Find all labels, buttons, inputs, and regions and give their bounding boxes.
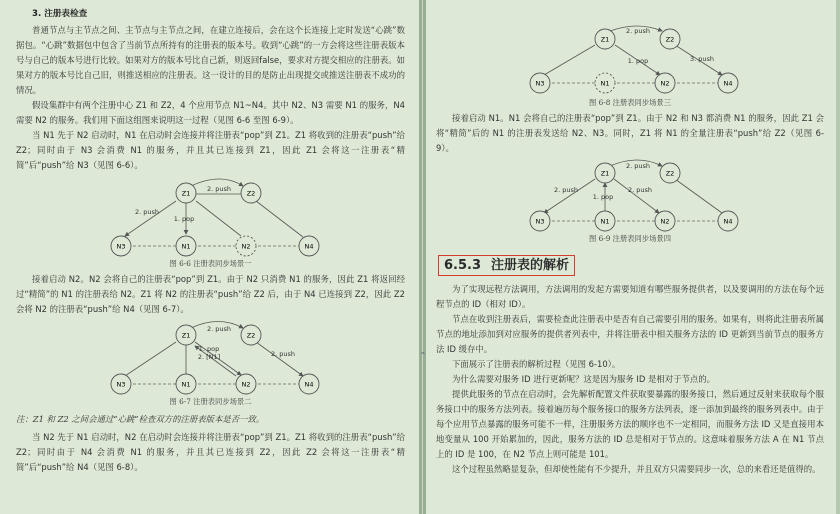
figure-caption: 图 6-9 注册表同步场景四 [588, 234, 672, 243]
edge-line [196, 201, 241, 236]
edge-arrow [544, 179, 595, 213]
push-label: 2. push [206, 185, 231, 193]
figure-6-9 [436, 157, 824, 244]
paragraph: 当 N1 先于 N2 启动时，N1 在启动时会连接并将注册表“pop”到 Z1。Z1 将收到的注册表“push”给 Z2；同时由于 N3 会消费 N1 的服务，并且其已连接到 Z1，因此 Z1 会将这一注册表“精简”后“push”给 N3（见图 6-6）。 [16, 130, 405, 170]
figure-6-8 [436, 1, 824, 108]
node-label: N4 [304, 242, 313, 251]
note: 注：Z1 和 Z2 之间会通过“心跳”检查双方的注册表版本是否一致。 [16, 414, 265, 424]
paragraph: 下面展示了注册表的解析过程（见图 6-10）。 [452, 359, 621, 369]
figure-6-7 [16, 318, 405, 407]
node-label: N1 [600, 217, 610, 226]
paragraph: 节点在收到注册表后，需要检查此注册表中是否有自己需要引用的服务。如果有，则将此注册表所属节点的地址添加到对应服务的提供者列表中，并将注册表中相关服务方法的 ID 更新到当前节点的服务方法 ID 缓存中。 [436, 314, 824, 354]
node-label: Z2 [665, 35, 675, 44]
push-label: 2. push [553, 186, 579, 194]
right-edge [836, 0, 840, 514]
section-subheading: 3. 注册表检查 [32, 9, 88, 19]
figure-6-7-diagram [91, 318, 331, 396]
figure-caption: 图 6-6 注册表同步场景一 [169, 259, 252, 268]
edge-line [544, 45, 595, 75]
paragraph: 为什么需要对服务 ID 进行更新呢？这是因为服务 ID 是相对于节点的。 [452, 374, 715, 384]
node-label: N2 [241, 380, 250, 389]
paragraph: 接着启动 N2。N2 会将自己的注册表“pop”到 Z1。由于 N2 只消费 N1 的服务，因此 Z1 将返回经过“精简”的 N1 的注册表给 N2。Z1 将 N2 的注册表“push”给 Z2 后，由于 N4 已连接到 Z2，因此 Z2 会将 N2 的注册表“push”给 N4（见图 6-7）。 [16, 274, 405, 314]
pop-label: 1. pop [173, 215, 194, 223]
node-label: N4 [723, 79, 733, 88]
push-label: 2. push [627, 186, 653, 194]
figure-6-8-diagram [510, 1, 750, 97]
paragraph: 这个过程虽然略显复杂，但却使性能有不少提升，并且双方只需要同步一次，总的来看还是值得的。 [452, 464, 821, 474]
push-label: 2. push [206, 325, 231, 333]
pop-label: 1. pop [198, 345, 219, 353]
node-label: Z2 [665, 169, 675, 178]
node-label: N2 [660, 79, 670, 88]
node-label: N1 [181, 242, 190, 251]
paragraph: 提供此服务的节点在启动时，会先解析配置文件获取要暴露的服务接口，然后通过反射来获取每个服务接口中的服务方法列表。接着遍历每个服务接口的服务方法列表，逐一添加到最终的服务列表中。由于每个应用节点暴露的服务可能不一样，注册服务方法的顺序也不一定相同，而服务方法 ID 又是直接用本地变量从 100 开始累加的，因此，服务方法的 ID 总是相对于节点的。这意味着服务方法 A 在 N1 节点上的 ID 是 100，在 N2 节点上则可能是 101。 [436, 389, 824, 459]
edge-line [256, 201, 303, 237]
node-label: Z1 [181, 189, 190, 198]
node-label: N2 [660, 217, 670, 226]
push-label: 2. push [625, 162, 651, 170]
node-label: N2 [241, 242, 250, 251]
paragraph: 普通节点与主节点之间、主节点与主节点之间，在建立连接后，会在这个长连接上定时发送“心跳”数据包。“心跳”数据包中包含了当前节点所持有的注册表的版本号。收到“心跳”的一方会将这些注册表版本号与自己的版本号进行比较。如果对方的版本号比自己新，则返回false，要求对方提交相应的注册表。如果对方的版本号比自己旧，则推送相应的注册表。这一设计的目的是防止出现提交或推送注册表不成功的情况。 [16, 25, 405, 95]
edge-arrow [614, 179, 659, 213]
node-label: Z2 [246, 189, 255, 198]
push3-label: 3. push [689, 55, 715, 63]
node-label: N1 [600, 79, 610, 88]
node-label: N3 [535, 217, 545, 226]
paragraph: 假设集群中有两个注册中心 Z1 和 Z2，4 个应用节点 N1~N4。其中 N2、N3 需要 N1 的服务，N4 需要 N2 的服务。我们用下面这组图来说明这一过程（见图 6-6 至图 6-9）。 [16, 100, 405, 125]
node-label: Z1 [181, 331, 190, 340]
paragraph: 当 N2 先于 N1 启动时，N2 在启动时会连接并将注册表“pop”到 Z1。Z1 将收到的注册表“push”给 Z2；同时由于 N4 会消费 N1 的服务，并且其已连接到 Z2，因此 Z2 会将这一注册表“精简”后“push”给 N4（见图 6-8）。 [16, 432, 405, 472]
paragraph: 接着启动 N1。N1 会将自己的注册表“pop”到 Z1。由于 N2 和 N3 都消费 N1 的服务，因此 Z1 会将“精简”后的 N1 的注册表发送给 N2、N3。同时，Z1 将 N1 的全量注册表“push”给 Z2（见图 6-9）。 [436, 113, 824, 153]
section-number: 6.5.3 [444, 258, 482, 273]
node-label: N3 [535, 79, 545, 88]
node-label: Z1 [600, 169, 610, 178]
node-label: N3 [116, 242, 125, 251]
figure-6-6 [16, 174, 405, 269]
node-label: Z2 [246, 331, 255, 340]
edge-arrow [125, 201, 176, 236]
figure-6-6-diagram [91, 174, 331, 258]
paragraph: 为了实现远程方法调用，方法调用的发起方需要知道有哪些服务提供者，以及要调用的方法在每个远程节点的 ID（相对 ID）。 [436, 284, 824, 309]
push-label: 2. push [134, 208, 159, 216]
node-label: N4 [723, 217, 733, 226]
left-page [0, 0, 419, 514]
right-page [426, 0, 836, 514]
edge-line [125, 342, 176, 376]
push-n1-label: 2. [N1] [197, 353, 220, 361]
push-label: 2. push [270, 350, 295, 358]
caret-marker: ⌃ [419, 351, 427, 360]
node-label: Z1 [600, 35, 610, 44]
pop-label: 1. pop [592, 193, 614, 201]
edge-line [675, 179, 722, 213]
figure-caption: 图 6-7 注册表同步场景二 [169, 397, 252, 406]
push-label: 2. push [625, 27, 651, 35]
edge-arrow [256, 342, 303, 376]
figure-6-9-diagram [510, 157, 750, 233]
gutter-line [422, 0, 423, 514]
node-label: N1 [181, 380, 190, 389]
node-label: N3 [116, 380, 125, 389]
section-heading-highlighted [438, 255, 575, 276]
figure-caption: 图 6-8 注册表同步场景三 [588, 98, 672, 107]
section-title: 注册表的解析 [491, 258, 570, 273]
pop-label: 1. pop [627, 57, 649, 65]
node-label: N4 [304, 380, 313, 389]
